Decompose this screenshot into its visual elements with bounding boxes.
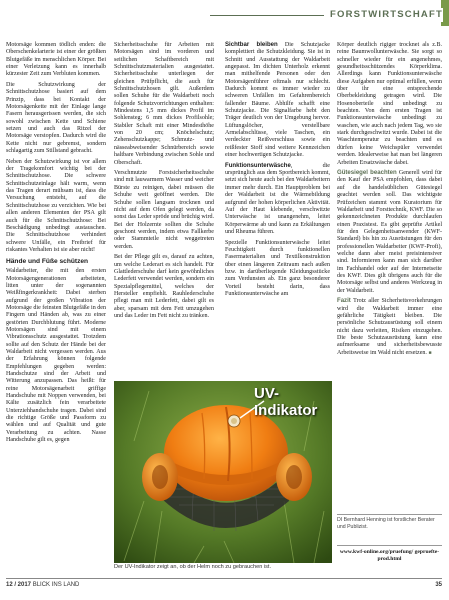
paragraph: Waldarbeiter, die mit den ersten Motorsägengenerationen arbeiteten, litten unter der sogenannten Weißfingerkrankheit: Dabei sterben aufgrund der großen Vibration der Motorsäge die feinsten Blutgefäße in den Fingern und Händen ab, was zu einer gestörten Durchblutung führt. Moderne Motorsägen sind mit einem Vibrationsschutz ausgestattet. Trotzdem sollte auf den Schutz der Hände bei der Waldarbeit nicht vergessen werden. Aus der Erfahrung können folgende Empfehlungen gegeben werden: Handschutze sind der Arbeit und Witterung anzupassen. Das heißt: für reine Motorsägenarbeit griffige Handschuhe mit Noppen verwenden, bei Kälte zusätzlich fein verarbeitete Unterziehhandschuhe tragen. Dabei sind die richtige Größe und Passform zu wählen und auf Qualität und gute Verarbeitung zu achten. Nasse Handschuhe gilt es, gegen xyxy=(6,268,106,444)
paragraph-text: , die ursprünglich aus dem Sportbereich kommt, setzt sich heute auch bei den Waldarbeitern immer mehr durch. Ein Hauptproblem bei der Waldarbeit ist die Wärmebildung aufgrund der hohen körperlichen Aktivität. Auf der Haut klebende, verschwitzte Unterwäsche ist unangenehm, leitet Körperwärme ab und kann zu Erkältungen und Rheuma führen. xyxy=(225,162,330,235)
uv-indicator-label: UV-Indikator xyxy=(254,385,318,419)
paragraph: Spezielle Funktionsunterwäsche leitet Feuchtigkeit durch funktionellen Fasermaterialien und Textilkonstruktion über einen längeren Zeitraum nach außen bzw. in darüberliegende Kleidungsstücke zum Verdunsten ab. Ein ganz besonderer Vorteil besteht darin, dass Funktionsunterwäsche am xyxy=(225,239,330,297)
end-mark: ■ xyxy=(428,350,432,356)
footer-issue xyxy=(6,582,79,588)
run-in-heading: Fazit xyxy=(337,298,351,305)
paragraph-text: Die Schutzjacke komplettiert die Schutzkleidung. Sie ist in Schnitt und Ausstattung der Waldarbeit angepasst. Im dichten Unterholz erkennt man mithelfende Personen oder den Motorsägenführer oftmals nur schlecht. Dadurch kommt es immer wieder zu schweren Unfällen im Gefahrenbereich fallender Bäume. Abhilfe schafft eine Schutzjacke. Die Signalfarbe hebt den Träger deutlich von der Umgebung hervor. Lüftungslöcher, verstellbare Armelabschlüsse, viele Taschen, ein verdeckter Reißverschluss sowie ein reißfester Stoff sind weitere Kennzeichen einer hochwertigen Schutzjacke. xyxy=(225,42,330,159)
paragraph-text: Generell wird für den Kauf der PSA empfohlen, dass dabei auf die handelsüblichen Gütesiegel geachtet werden soll. Das wichtigste Prüfzeichen stammt vom Kuratorium für Waldarbeit und Forsttechnik, KWF. Die so gekennzeichneten Produkte durchlaufen einen Praxistest. Es gibt geprüfte Artikel für den Gelegenheitsanwender (KWF-Standard) bis hin zu Ausrüstungen für den professionellen Waldarbeiter (KWF-Profi), welche dann aber meist preisintensiver sind. Informieren kann man sich darüber im Fachhandel oder auf der Internetseite des KWF. Dies gilt übrigens auch für die Motorsäge selbst und anderes Werkzeug in der Waldarbeit. xyxy=(337,170,442,294)
paragraph: Neben der Schutzwirkung ist vor allem der Tragekomfort wichtig bei der Schnittschutzhose. Die schwere Schnittschutzeinlage hält warm, wenn das Tragen derart mühsam ist, dass die Versuchung entsteht, auf die Schnittschutzhose zu verzichten. Wie bei allen anderen Elementen der PSA gilt auch für die Schnittschutzhose: Bei Beschädigung unbedingt austauschen. Die Schnittschutzhose verhindert schwere Unfälle, ein Freibrief für riskantes Verhalten ist sie aber nicht! xyxy=(6,158,106,253)
section-label: FORSTWIRTSCHAFT xyxy=(324,8,443,22)
article-column-2 xyxy=(114,42,214,324)
article-column-3 xyxy=(225,42,330,302)
subheading-hands-feet: Hände und Füße schützen xyxy=(6,257,89,265)
run-in-heading: Funktionsunterwäsche xyxy=(225,162,291,169)
run-in-heading: Gütesiegel beachten xyxy=(337,170,397,177)
paragraph: Verschmutzte Forstsicherheitsschuhe sind mit lauwarmem Wasser und weicher Bürste zu reinigen, dabei müssen die Schuhe weit geöffnet werden. Die Schuhe sollen langsam trocknen und nicht auf dem Ofen gelegt werden, da sonst das Leder spröde und brüchig wird. Bei der Holzernte sollten die Schuhe geschont werden, indem etwa Fallkerbe oder Stammteile nicht weggetreten werden. xyxy=(114,170,214,250)
kwf-link[interactable]: www.kwf-online.org/pruefung/ gepruefte-prod.html xyxy=(337,545,442,563)
photo-caption: Der UV-Indikator zeigt an, ob der Helm noch zu gebrauchen ist. xyxy=(114,564,272,570)
run-in-heading: Sichtbar bleiben xyxy=(225,42,278,48)
author-note: DI Bernhard Henning ist forstlicher Berater und Publizist. xyxy=(337,514,442,531)
article-column-4 xyxy=(337,42,442,360)
paragraph-text: Trotz aller Sicherheitsvorkehrungen wird die Waldarbeit immer eine gefährliche Tätigkeit bleiben. Die persönliche Schutzausrüstung soll einem nicht dazu verleiten, Risiken einzugehen. Die beste Schutzausrüstung kann eine aufmerksame und sicherheitsbewusste Arbeitsweise im Wald nicht ersetzen. xyxy=(337,298,442,356)
paragraph xyxy=(337,298,442,357)
paragraph xyxy=(225,163,330,236)
paragraph xyxy=(225,42,330,160)
paragraph: Körper deutlich rigiger trocknet als z.B. reine Baumwollunterwäsche. Sie sorgt so schneller wieder für ein angenehmes, gesundheitsschützendes Körperklima. Allerdings kann Funktionsunterwäsche diese Aufgaben nur optimal erfüllen, wenn über ihr eine entsprechende Oberbekleidung getragen wird. Die Hosenoberteile sind unbedingt zu beachten. Von dem ersten Tragen ist Funktionsunterwäsche unbedingt zu waschen, wie auch nach jedem Tag, wo sie stark durchgeschwitzt wurde. Dabei ist die Waschtemperatur zu beachten und es dürfen keine Weichspüler verwendet werden. Idealerweise hat man bei längeren Arbeiten Ersatzwäsche dabei. xyxy=(337,42,442,166)
paragraph xyxy=(337,170,442,295)
page-number: 35 xyxy=(435,582,442,588)
paragraph: Motorsäge kommen tödlich enden: die Oberschenkelarterie ist einer der größten Blutgefäße im menschlichen Körper. Bei einer Verletzung kann es innerhalb kürzester Zeit zum Verbluten kommen. xyxy=(6,42,106,78)
helmet-photo xyxy=(114,381,332,563)
issue-number: 12 / 2017 xyxy=(6,582,32,588)
paragraph: Bei der Pflege gilt es, darauf zu achten, um welche Lederart es sich handelt. Für Glattlederschuhe darf kein gewöhnliches Lederfett verwendet werden, sondern ein Spezialpflegemittel, welches der Hersteller empfiehlt. Rauhlederschuhe pflegt man mit Lederfett, dabei gilt es aber, sparsam mit dem Fett umzugehen und das Leder im Fett nicht zu tränken. xyxy=(114,254,214,319)
paragraph: Die Schutzwirkung der Schnittschutzhose basiert auf dem Prinzip, dass bei Kontakt der Motorsägenkette mit der Einlage lange Fasern herausgerissen werden, die sich sowohl zwischen Kette und Schiene setzen und auch das Ritzel der Motorsäge verstopfen. Dadurch wird die Kette nicht nur gebremst, sondern schlagartig zum Stillstand gebracht. xyxy=(6,82,106,155)
paragraph: Sicherheitsschuhe für Arbeiten mit Motorsägen sind im vorderen und seitlichen Schaftbereich mit Schnittschutzmaterialien ausgestattet. Sicherheitsschuhe unterliegen der gleichen Prüfpflicht, die auch für Schnittschutzhosen gilt. Außerdem sollen Schuhe für die Waldarbeit noch folgende Schutzvorrichtungen enthalten: Mindestens 1,5 mm dickes Profil im Sohlensteg; 6 mm dickes Profilsohle; Stabiler Schaft mit einer Mindesthöhe von 20 cm; Knöchelschutz; Zehenschutzkappe; Schmutz- und nässeabweisender Schnürbereich sowie haltbare Verbindung zwischen Sohle und Oberschaft. xyxy=(114,42,214,166)
article-column-1 xyxy=(6,42,106,448)
publication-name: BLICK INS LAND xyxy=(32,582,80,588)
footer-rule xyxy=(6,578,442,579)
